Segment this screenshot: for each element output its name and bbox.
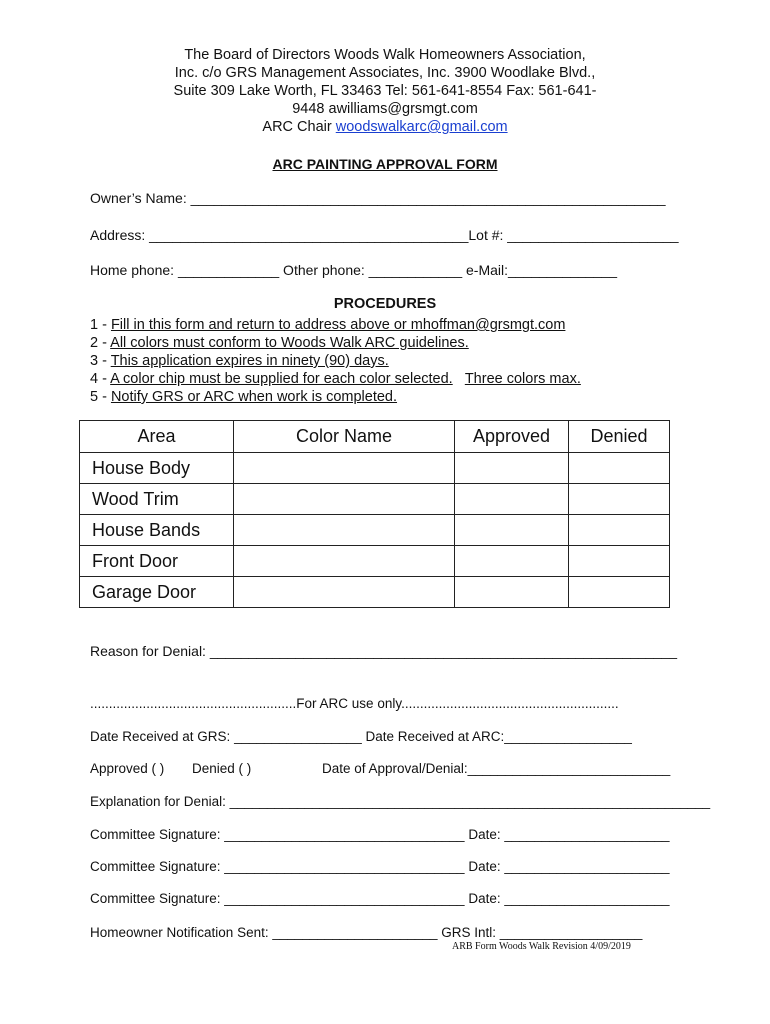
approved-checkbox[interactable]: Approved ( ) (90, 761, 165, 776)
association-header (0, 46, 770, 136)
approved-cell[interactable] (455, 453, 569, 484)
procedure-item: 3 - This application expires in ninety (90) days. (90, 353, 389, 369)
color-name-cell[interactable] (234, 546, 455, 577)
denied-cell[interactable] (569, 453, 670, 484)
area-cell: House Body (80, 453, 234, 484)
notification-field[interactable]: Homeowner Notification Sent: ______________________ GRS Intl: ___________________ (90, 925, 643, 940)
color-name-cell[interactable] (234, 453, 455, 484)
header-line-4: 9448 awilliams@grsmgt.com (292, 101, 478, 117)
procedure-item: 4 - A color chip must be supplied for each color selected. Three colors max. (90, 371, 581, 387)
arc-chair-email-link[interactable]: woodswalkarc@gmail.com (335, 119, 508, 135)
procedures-list (90, 316, 581, 406)
color-name-cell[interactable] (234, 515, 455, 546)
address-lot-field[interactable]: Address: _________________________________________Lot #: ______________________ (90, 227, 679, 243)
table-row (80, 453, 670, 484)
color-approval-table (79, 420, 670, 608)
table-row (80, 484, 670, 515)
revision-note: ARB Form Woods Walk Revision 4/09/2019 (452, 941, 631, 952)
denial-reason-field[interactable]: Reason for Denial: ____________________________________________________________ (90, 643, 678, 659)
owner-name-field[interactable]: Owner’s Name: _____________________________________________________________ (90, 190, 666, 206)
area-cell: Front Door (80, 546, 234, 577)
header-line-2: Inc. c/o GRS Management Associates, Inc. 3900 Woodlake Blvd., (174, 65, 596, 81)
header-area: Area (80, 421, 234, 453)
denied-cell[interactable] (569, 546, 670, 577)
color-name-cell[interactable] (234, 577, 455, 608)
header-line-3: Suite 309 Lake Worth, FL 33463 Tel: 561-641-8554 Fax: 561-641- (173, 83, 597, 99)
denied-checkbox[interactable]: Denied ( ) (192, 761, 252, 776)
area-cell: House Bands (80, 515, 234, 546)
arc-chair-line (0, 118, 770, 136)
approved-cell[interactable] (455, 515, 569, 546)
denied-cell[interactable] (569, 484, 670, 515)
table-row (80, 546, 670, 577)
arc-use-divider: .......................................................For ARC use only.......................................................... (90, 696, 619, 711)
denied-cell[interactable] (569, 577, 670, 608)
approval-date-field[interactable]: Date of Approval/Denial:___________________________ (322, 761, 671, 776)
area-cell: Wood Trim (80, 484, 234, 515)
approved-cell[interactable] (455, 577, 569, 608)
header-line-1: The Board of Directors Woods Walk Homeowners Association, (184, 47, 586, 63)
color-name-cell[interactable] (234, 484, 455, 515)
table-header-row (80, 421, 670, 453)
procedure-item: 5 - Notify GRS or ARC when work is completed. (90, 389, 398, 405)
committee-signature-field[interactable]: Committee Signature: ________________________________ Date: ______________________ (90, 859, 670, 874)
procedures-title: PROCEDURES (333, 296, 437, 312)
arc-chair-label: ARC Chair (262, 119, 336, 135)
header-denied: Denied (569, 421, 670, 453)
date-received-field[interactable]: Date Received at GRS: _________________ Date Received at ARC:_________________ (90, 729, 632, 744)
approved-cell[interactable] (455, 484, 569, 515)
table-row (80, 577, 670, 608)
procedure-item: 1 - Fill in this form and return to address above or mhoffman@grsmgt.com (90, 317, 566, 333)
header-color-name: Color Name (234, 421, 455, 453)
form-title: ARC PAINTING APPROVAL FORM (272, 156, 498, 172)
denial-explanation-field[interactable]: Explanation for Denial: ________________________________________________________________ (90, 794, 711, 809)
committee-signature-field[interactable]: Committee Signature: ________________________________ Date: ______________________ (90, 891, 670, 906)
phone-email-field[interactable]: Home phone: _____________ Other phone: ____________ e-Mail:______________ (90, 262, 618, 278)
table-row (80, 515, 670, 546)
approved-cell[interactable] (455, 546, 569, 577)
header-approved: Approved (455, 421, 569, 453)
procedure-item: 2 - All colors must conform to Woods Walk ARC guidelines. (90, 335, 469, 351)
area-cell: Garage Door (80, 577, 234, 608)
committee-signature-field[interactable]: Committee Signature: ________________________________ Date: ______________________ (90, 827, 670, 842)
denied-cell[interactable] (569, 515, 670, 546)
